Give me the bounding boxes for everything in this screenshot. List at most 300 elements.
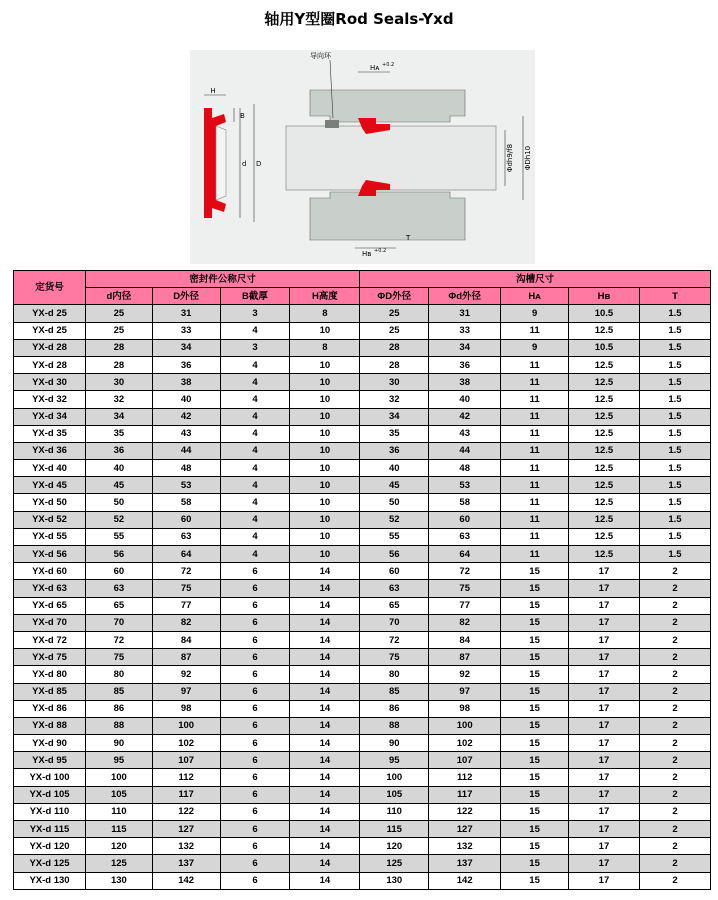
table-cell: 10	[290, 477, 360, 494]
table-cell: 17	[568, 855, 639, 872]
table-cell: 43	[429, 425, 501, 442]
cell-part-no: YX-d 50	[14, 494, 86, 511]
table-cell: 6	[220, 821, 290, 838]
table-cell: 6	[220, 666, 290, 683]
table-cell: 12.5	[568, 528, 639, 545]
table-cell: 34	[86, 408, 153, 425]
cell-part-no: YX-d 95	[14, 752, 86, 769]
cell-part-no: YX-d 25	[14, 305, 86, 322]
table-row	[14, 735, 711, 752]
cell-part-no: YX-d 36	[14, 442, 86, 459]
table-cell: 38	[152, 374, 220, 391]
col-header: B截厚	[220, 288, 290, 305]
table-cell: 102	[152, 735, 220, 752]
table-header-row-2	[14, 288, 711, 305]
table-cell: 12.5	[568, 442, 639, 459]
table-cell: 50	[86, 494, 153, 511]
table-cell: 14	[290, 872, 360, 889]
table-cell: 45	[86, 477, 153, 494]
table-cell: 60	[152, 511, 220, 528]
table-cell: 17	[568, 666, 639, 683]
table-cell: 95	[86, 752, 153, 769]
table-cell: 2	[639, 855, 710, 872]
table-row	[14, 425, 711, 442]
table-row	[14, 356, 711, 373]
cell-part-no: YX-d 63	[14, 580, 86, 597]
table-cell: 1.5	[639, 322, 710, 339]
cell-part-no: YX-d 120	[14, 838, 86, 855]
table-cell: 56	[360, 546, 429, 563]
table-cell: 115	[360, 821, 429, 838]
table-row	[14, 528, 711, 545]
table-cell: 2	[639, 717, 710, 734]
table-cell: 11	[501, 528, 569, 545]
table-cell: 17	[568, 717, 639, 734]
table-cell: 2	[639, 649, 710, 666]
table-cell: 102	[429, 735, 501, 752]
table-cell: 52	[360, 511, 429, 528]
table-cell: 2	[639, 838, 710, 855]
table-cell: 52	[86, 511, 153, 528]
table-cell: 6	[220, 803, 290, 820]
cell-part-no: YX-d 80	[14, 666, 86, 683]
table-cell: 2	[639, 700, 710, 717]
table-row	[14, 717, 711, 734]
table-cell: 15	[501, 563, 569, 580]
table-cell: 64	[429, 546, 501, 563]
table-cell: 1.5	[639, 339, 710, 356]
table-cell: 45	[360, 477, 429, 494]
table-cell: 97	[152, 683, 220, 700]
table-cell: 75	[429, 580, 501, 597]
col-header: Hʙ	[568, 288, 639, 305]
table-cell: 35	[360, 425, 429, 442]
table-cell: 15	[501, 855, 569, 872]
table-cell: 80	[86, 666, 153, 683]
table-cell: 4	[220, 391, 290, 408]
table-cell: 30	[360, 374, 429, 391]
table-cell: 75	[152, 580, 220, 597]
table-cell: 4	[220, 460, 290, 477]
table-cell: 17	[568, 752, 639, 769]
table-row	[14, 477, 711, 494]
table-row	[14, 786, 711, 803]
table-cell: 105	[86, 786, 153, 803]
table-cell: 9	[501, 339, 569, 356]
table-row	[14, 563, 711, 580]
table-cell: 127	[429, 821, 501, 838]
col-header: D外径	[152, 288, 220, 305]
label-d: d	[242, 160, 247, 168]
table-cell: 15	[501, 631, 569, 648]
guide-ring	[325, 120, 339, 128]
table-cell: 28	[360, 339, 429, 356]
table-cell: 6	[220, 597, 290, 614]
cell-part-no: YX-d 45	[14, 477, 86, 494]
table-row	[14, 803, 711, 820]
table-cell: 12.5	[568, 425, 639, 442]
table-cell: 44	[429, 442, 501, 459]
table-cell: 1.5	[639, 528, 710, 545]
table-cell: 17	[568, 649, 639, 666]
table-cell: 120	[86, 838, 153, 855]
table-cell: 15	[501, 821, 569, 838]
table-row	[14, 374, 711, 391]
table-cell: 85	[86, 683, 153, 700]
table-cell: 11	[501, 511, 569, 528]
table-cell: 10.5	[568, 305, 639, 322]
table-cell: 115	[86, 821, 153, 838]
table-cell: 14	[290, 683, 360, 700]
table-cell: 12.5	[568, 546, 639, 563]
table-cell: 36	[152, 356, 220, 373]
cell-part-no: YX-d 115	[14, 821, 86, 838]
table-cell: 17	[568, 803, 639, 820]
table-cell: 2	[639, 666, 710, 683]
table-row	[14, 597, 711, 614]
table-cell: 53	[429, 477, 501, 494]
table-cell: 127	[152, 821, 220, 838]
diagram-svg	[190, 50, 535, 264]
table-row	[14, 683, 711, 700]
table-cell: 10	[290, 322, 360, 339]
table-cell: 6	[220, 786, 290, 803]
table-cell: 130	[86, 872, 153, 889]
table-cell: 1.5	[639, 511, 710, 528]
table-cell: 63	[429, 528, 501, 545]
table-row	[14, 442, 711, 459]
table-cell: 44	[152, 442, 220, 459]
table-cell: 30	[86, 374, 153, 391]
table-cell: 132	[429, 838, 501, 855]
table-cell: 14	[290, 580, 360, 597]
cell-part-no: YX-d 28	[14, 339, 86, 356]
col-header: T	[639, 288, 710, 305]
table-cell: 17	[568, 700, 639, 717]
table-cell: 14	[290, 700, 360, 717]
table-cell: 86	[86, 700, 153, 717]
table-cell: 6	[220, 614, 290, 631]
table-cell: 2	[639, 563, 710, 580]
table-cell: 14	[290, 666, 360, 683]
table-cell: 14	[290, 563, 360, 580]
table-cell: 137	[152, 855, 220, 872]
label-hb: Hʙ	[362, 250, 372, 258]
table-cell: 17	[568, 821, 639, 838]
table-cell: 87	[429, 649, 501, 666]
cell-part-no: YX-d 88	[14, 717, 86, 734]
table-cell: 53	[152, 477, 220, 494]
table-cell: 11	[501, 408, 569, 425]
cell-part-no: YX-d 32	[14, 391, 86, 408]
cell-part-no: YX-d 52	[14, 511, 86, 528]
cell-part-no: YX-d 70	[14, 614, 86, 631]
table-cell: 34	[360, 408, 429, 425]
table-cell: 14	[290, 631, 360, 648]
table-cell: 6	[220, 872, 290, 889]
table-cell: 8	[290, 305, 360, 322]
table-cell: 2	[639, 872, 710, 889]
table-cell: 11	[501, 494, 569, 511]
label-ha: Hᴀ	[370, 64, 380, 72]
table-cell: 1.5	[639, 477, 710, 494]
table-cell: 10	[290, 511, 360, 528]
table-cell: 9	[501, 305, 569, 322]
table-cell: 15	[501, 614, 569, 631]
table-cell: 55	[86, 528, 153, 545]
table-cell: 97	[429, 683, 501, 700]
table-cell: 10	[290, 425, 360, 442]
table-cell: 15	[501, 803, 569, 820]
col-header: ΦD外径	[360, 288, 429, 305]
table-cell: 60	[429, 511, 501, 528]
table-cell: 6	[220, 717, 290, 734]
table-cell: 48	[429, 460, 501, 477]
table-cell: 125	[86, 855, 153, 872]
table-cell: 142	[429, 872, 501, 889]
col-header: Hᴀ	[501, 288, 569, 305]
table-cell: 86	[360, 700, 429, 717]
table-cell: 6	[220, 769, 290, 786]
table-cell: 1.5	[639, 460, 710, 477]
table-cell: 15	[501, 752, 569, 769]
table-cell: 82	[152, 614, 220, 631]
table-row	[14, 305, 711, 322]
cell-part-no: YX-d 110	[14, 803, 86, 820]
table-cell: 88	[360, 717, 429, 734]
table-row	[14, 339, 711, 356]
cell-part-no: YX-d 130	[14, 872, 86, 889]
table-cell: 10	[290, 546, 360, 563]
table-cell: 63	[86, 580, 153, 597]
cell-part-no: YX-d 25	[14, 322, 86, 339]
table-cell: 28	[360, 356, 429, 373]
table-cell: 12.5	[568, 494, 639, 511]
table-cell: 6	[220, 735, 290, 752]
table-cell: 15	[501, 838, 569, 855]
table-row	[14, 631, 711, 648]
table-cell: 2	[639, 821, 710, 838]
table-cell: 60	[360, 563, 429, 580]
table-cell: 2	[639, 631, 710, 648]
seal-cross-section-diagram	[190, 50, 535, 264]
table-row	[14, 580, 711, 597]
table-cell: 2	[639, 769, 710, 786]
table-cell: 10	[290, 374, 360, 391]
table-cell: 10.5	[568, 339, 639, 356]
table-cell: 14	[290, 614, 360, 631]
table-cell: 110	[86, 803, 153, 820]
table-cell: 15	[501, 735, 569, 752]
table-cell: 17	[568, 580, 639, 597]
table-cell: 120	[360, 838, 429, 855]
table-cell: 11	[501, 546, 569, 563]
table-cell: 4	[220, 425, 290, 442]
table-cell: 15	[501, 666, 569, 683]
table-cell: 14	[290, 649, 360, 666]
table-cell: 12.5	[568, 460, 639, 477]
table-cell: 33	[429, 322, 501, 339]
label-t: T	[406, 234, 411, 242]
table-cell: 6	[220, 838, 290, 855]
cell-part-no: YX-d 85	[14, 683, 86, 700]
table-cell: 55	[360, 528, 429, 545]
header-groove-dims: 沟槽尺寸	[360, 271, 711, 288]
table-cell: 12.5	[568, 322, 639, 339]
table-cell: 17	[568, 786, 639, 803]
table-cell: 98	[429, 700, 501, 717]
col-header: Φd外径	[429, 288, 501, 305]
table-cell: 17	[568, 614, 639, 631]
table-cell: 4	[220, 511, 290, 528]
table-cell: 2	[639, 683, 710, 700]
table-cell: 10	[290, 356, 360, 373]
table-cell: 28	[86, 339, 153, 356]
table-cell: 11	[501, 322, 569, 339]
table-cell: 70	[360, 614, 429, 631]
table-cell: 2	[639, 803, 710, 820]
table-cell: 35	[86, 425, 153, 442]
table-cell: 11	[501, 356, 569, 373]
table-cell: 1.5	[639, 356, 710, 373]
label-D: D	[256, 160, 262, 168]
rod	[286, 126, 496, 190]
cell-part-no: YX-d 75	[14, 649, 86, 666]
table-cell: 11	[501, 460, 569, 477]
table-cell: 31	[429, 305, 501, 322]
table-cell: 82	[429, 614, 501, 631]
table-cell: 87	[152, 649, 220, 666]
table-cell: 25	[86, 305, 153, 322]
table-cell: 122	[429, 803, 501, 820]
cell-part-no: YX-d 28	[14, 356, 86, 373]
table-cell: 11	[501, 374, 569, 391]
table-row	[14, 460, 711, 477]
table-cell: 90	[86, 735, 153, 752]
table-cell: 17	[568, 631, 639, 648]
table-cell: 12.5	[568, 477, 639, 494]
table-cell: 6	[220, 683, 290, 700]
table-cell: 1.5	[639, 374, 710, 391]
table-cell: 6	[220, 649, 290, 666]
table-cell: 40	[360, 460, 429, 477]
table-cell: 2	[639, 735, 710, 752]
table-row	[14, 391, 711, 408]
label-h: H	[210, 87, 216, 95]
table-cell: 80	[360, 666, 429, 683]
table-row	[14, 494, 711, 511]
table-cell: 36	[360, 442, 429, 459]
table-cell: 122	[152, 803, 220, 820]
table-cell: 14	[290, 786, 360, 803]
table-cell: 4	[220, 494, 290, 511]
table-cell: 6	[220, 631, 290, 648]
table-row	[14, 838, 711, 855]
table-cell: 110	[360, 803, 429, 820]
table-cell: 4	[220, 477, 290, 494]
table-cell: 40	[152, 391, 220, 408]
table-cell: 63	[152, 528, 220, 545]
label-hb-tol: +0.2	[374, 248, 387, 254]
table-cell: 2	[639, 752, 710, 769]
table-cell: 107	[429, 752, 501, 769]
table-cell: 2	[639, 614, 710, 631]
table-cell: 85	[360, 683, 429, 700]
table-cell: 40	[429, 391, 501, 408]
table-cell: 34	[429, 339, 501, 356]
table-cell: 8	[290, 339, 360, 356]
table-cell: 6	[220, 855, 290, 872]
table-cell: 4	[220, 408, 290, 425]
table-cell: 1.5	[639, 425, 710, 442]
table-cell: 1.5	[639, 408, 710, 425]
table-cell: 12.5	[568, 511, 639, 528]
table-cell: 100	[360, 769, 429, 786]
table-row	[14, 769, 711, 786]
table-row	[14, 700, 711, 717]
table-cell: 70	[86, 614, 153, 631]
table-cell: 17	[568, 838, 639, 855]
col-header: d内径	[86, 288, 153, 305]
table-cell: 15	[501, 683, 569, 700]
table-cell: 17	[568, 597, 639, 614]
table-cell: 10	[290, 494, 360, 511]
table-cell: 77	[429, 597, 501, 614]
cell-part-no: YX-d 30	[14, 374, 86, 391]
table-cell: 43	[152, 425, 220, 442]
table-cell: 100	[152, 717, 220, 734]
table-cell: 142	[152, 872, 220, 889]
table-cell: 125	[360, 855, 429, 872]
table-row	[14, 855, 711, 872]
table-cell: 4	[220, 374, 290, 391]
table-cell: 15	[501, 769, 569, 786]
table-cell: 112	[152, 769, 220, 786]
table-cell: 72	[152, 563, 220, 580]
table-cell: 4	[220, 546, 290, 563]
table-cell: 10	[290, 442, 360, 459]
table-cell: 58	[429, 494, 501, 511]
table-cell: 10	[290, 528, 360, 545]
table-row	[14, 614, 711, 631]
table-cell: 11	[501, 425, 569, 442]
table-cell: 95	[360, 752, 429, 769]
table-cell: 56	[86, 546, 153, 563]
table-cell: 72	[360, 631, 429, 648]
table-cell: 38	[429, 374, 501, 391]
table-cell: 117	[152, 786, 220, 803]
table-cell: 25	[86, 322, 153, 339]
table-cell: 4	[220, 442, 290, 459]
col-header: H高度	[290, 288, 360, 305]
table-cell: 72	[429, 563, 501, 580]
page-title: 轴用Y型圈Rod Seals-Yxd	[264, 10, 454, 28]
table-cell: 15	[501, 580, 569, 597]
table-cell: 14	[290, 855, 360, 872]
table-cell: 28	[86, 356, 153, 373]
header-seal-dims: 密封件公称尺寸	[86, 271, 360, 288]
table-cell: 60	[86, 563, 153, 580]
cell-part-no: YX-d 40	[14, 460, 86, 477]
table-cell: 36	[86, 442, 153, 459]
cell-part-no: YX-d 34	[14, 408, 86, 425]
table-cell: 132	[152, 838, 220, 855]
table-cell: 32	[360, 391, 429, 408]
table-cell: 77	[152, 597, 220, 614]
table-cell: 11	[501, 477, 569, 494]
table-cell: 12.5	[568, 391, 639, 408]
cell-part-no: YX-d 72	[14, 631, 86, 648]
